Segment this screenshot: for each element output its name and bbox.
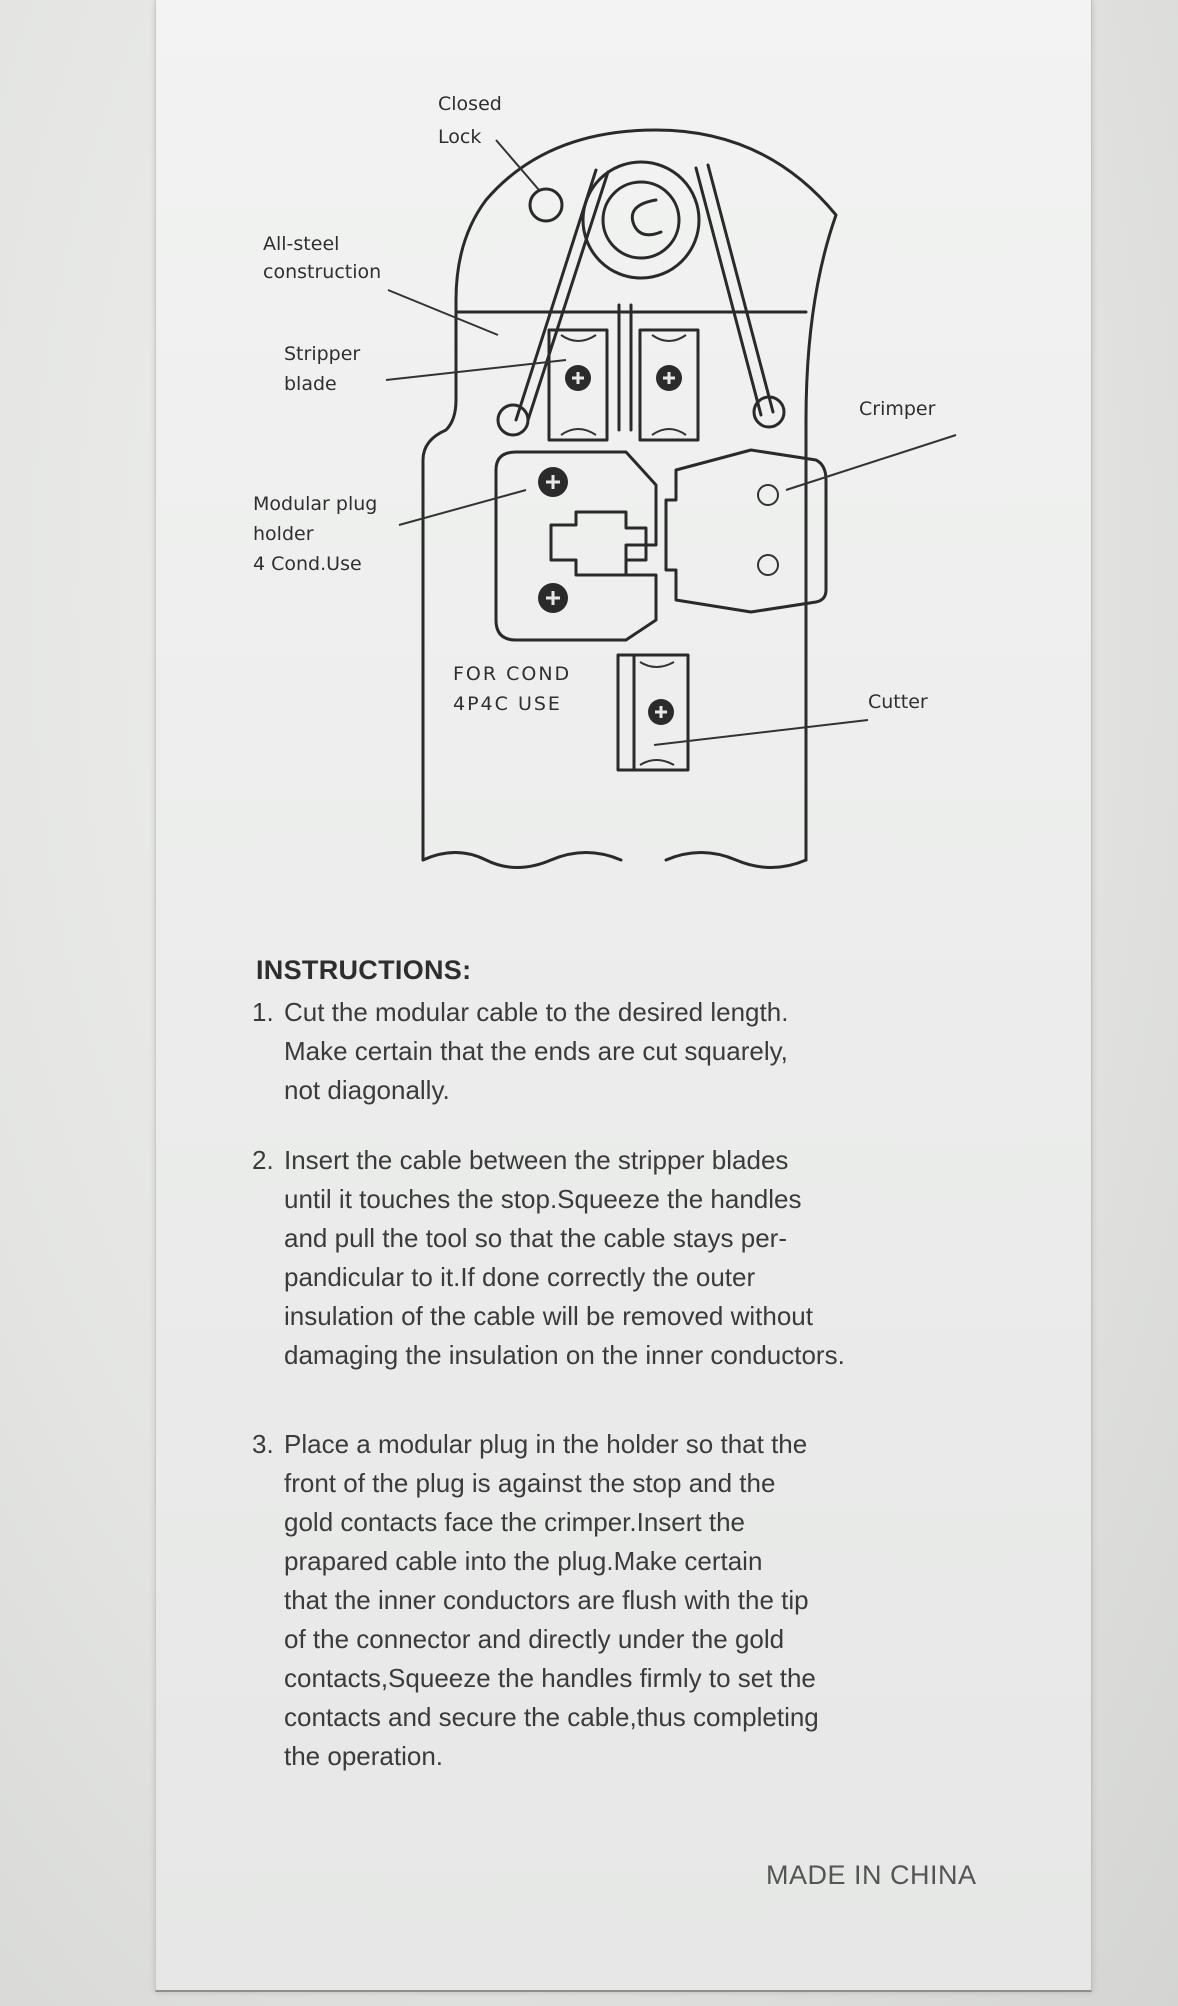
step-number: 3. <box>252 1429 274 1459</box>
instruction-card <box>155 0 1092 1992</box>
step-line: the operation. <box>284 1741 444 1771</box>
label-blade: blade <box>284 373 337 395</box>
label-4p4c-use: 4P4C USE <box>453 693 562 715</box>
step-line: damaging the insulation on the inner conductors. <box>284 1340 845 1370</box>
label-all-steel: All-steel <box>263 233 340 255</box>
step-line: Place a modular plug in the holder so that the <box>284 1429 808 1459</box>
step-1 <box>252 993 1012 1110</box>
step-line: Insert the cable between the stripper blades <box>284 1145 789 1175</box>
step-3 <box>252 1425 1012 1776</box>
label-modular-plug: Modular plug <box>253 493 378 515</box>
step-line: gold contacts face the crimper.Insert the <box>284 1507 746 1537</box>
made-in-label: MADE IN CHINA <box>766 1860 977 1890</box>
step-line: Make certain that the ends are cut squarely, <box>284 1036 788 1066</box>
step-number: 2. <box>252 1145 274 1175</box>
label-stripper: Stripper <box>284 343 361 365</box>
label-cutter: Cutter <box>868 691 928 713</box>
label-crimper: Crimper <box>859 398 936 420</box>
step-2 <box>252 1141 1012 1375</box>
step-line: of the connector and directly under the gold <box>284 1624 785 1654</box>
instructions-heading: INSTRUCTIONS: <box>256 955 472 985</box>
step-line: and pull the tool so that the cable stays per- <box>284 1223 787 1253</box>
step-line: contacts and secure the cable,thus completing <box>284 1702 819 1732</box>
label-for-cond: FOR COND <box>453 663 572 685</box>
step-number: 1. <box>252 997 274 1027</box>
step-line: until it touches the stop.Squeeze the handles <box>284 1184 802 1214</box>
label-4-cond-use: 4 Cond.Use <box>253 553 362 575</box>
step-line: Cut the modular cable to the desired length. <box>284 997 789 1027</box>
step-line: contacts,Squeeze the handles firmly to set the <box>284 1663 816 1693</box>
step-line: front of the plug is against the stop and the <box>284 1468 776 1498</box>
step-line: pandicular to it.If done correctly the outer <box>284 1262 756 1292</box>
tool-outline <box>423 130 836 868</box>
label-holder: holder <box>253 523 314 545</box>
label-closed: Closed <box>438 93 502 115</box>
label-lock: Lock <box>438 126 482 148</box>
step-line: not diagonally. <box>284 1075 450 1105</box>
label-construction: construction <box>263 261 382 283</box>
crimper-tool-diagram <box>156 0 1091 900</box>
step-line: prapared cable into the plug.Make certain <box>284 1546 763 1576</box>
step-line: that the inner conductors are flush with the tip <box>284 1585 809 1615</box>
step-line: insulation of the cable will be removed without <box>284 1301 813 1331</box>
